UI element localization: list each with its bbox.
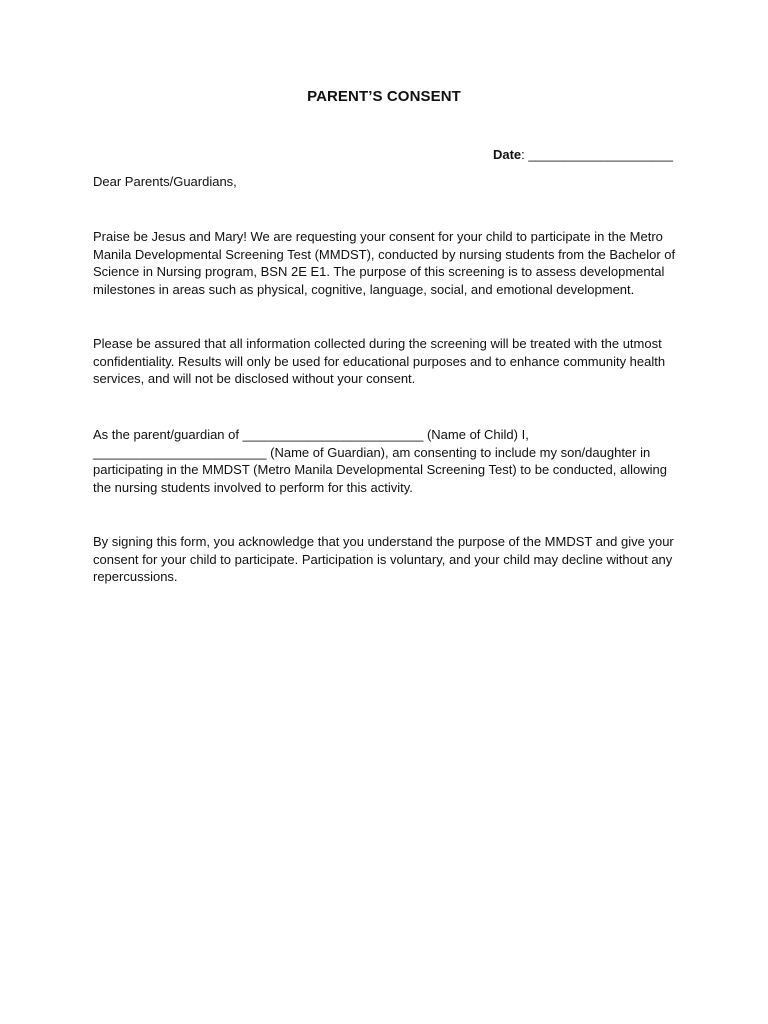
date-blank: : ____________________ <box>521 147 673 162</box>
document-title: PARENT’S CONSENT <box>307 88 461 105</box>
salutation: Dear Parents/Guardians, <box>93 174 237 189</box>
paragraph-guardian-consent: As the parent/guardian of _________________________ (Name of Child) I, ________________________ (Name of Guardian), am consenting to include my son/daughter in participating in the MMDST (Metro Manila Developmental Screening Test) to be conducted, allowing the nursing students involved to perform for this activity. <box>93 427 667 495</box>
date-field <box>493 147 673 162</box>
date-label: Date <box>492 147 522 162</box>
paragraph-purpose: Praise be Jesus and Mary! We are requesting your consent for your child to participate in the Metro Manila Developmental Screening Test (MMDST), conducted by nursing students from the Bachelor of Science in Nursing program, BSN 2E E1. The purpose of this screening is to assess developmental milestones in areas such as physical, cognitive, language, social, and emotional development. <box>93 229 676 297</box>
paragraph-acknowledgement: By signing this form, you acknowledge that you understand the purpose of the MMDST and give your consent for your child to participate. Participation is voluntary, and your child may decline without any repercussions. <box>93 534 674 585</box>
paragraph-confidentiality: Please be assured that all information collected during the screening will be treated with the utmost confidentiality. Results will only be used for educational purposes and to enhance community health services, and will not be disclosed without your consent. <box>93 336 666 387</box>
